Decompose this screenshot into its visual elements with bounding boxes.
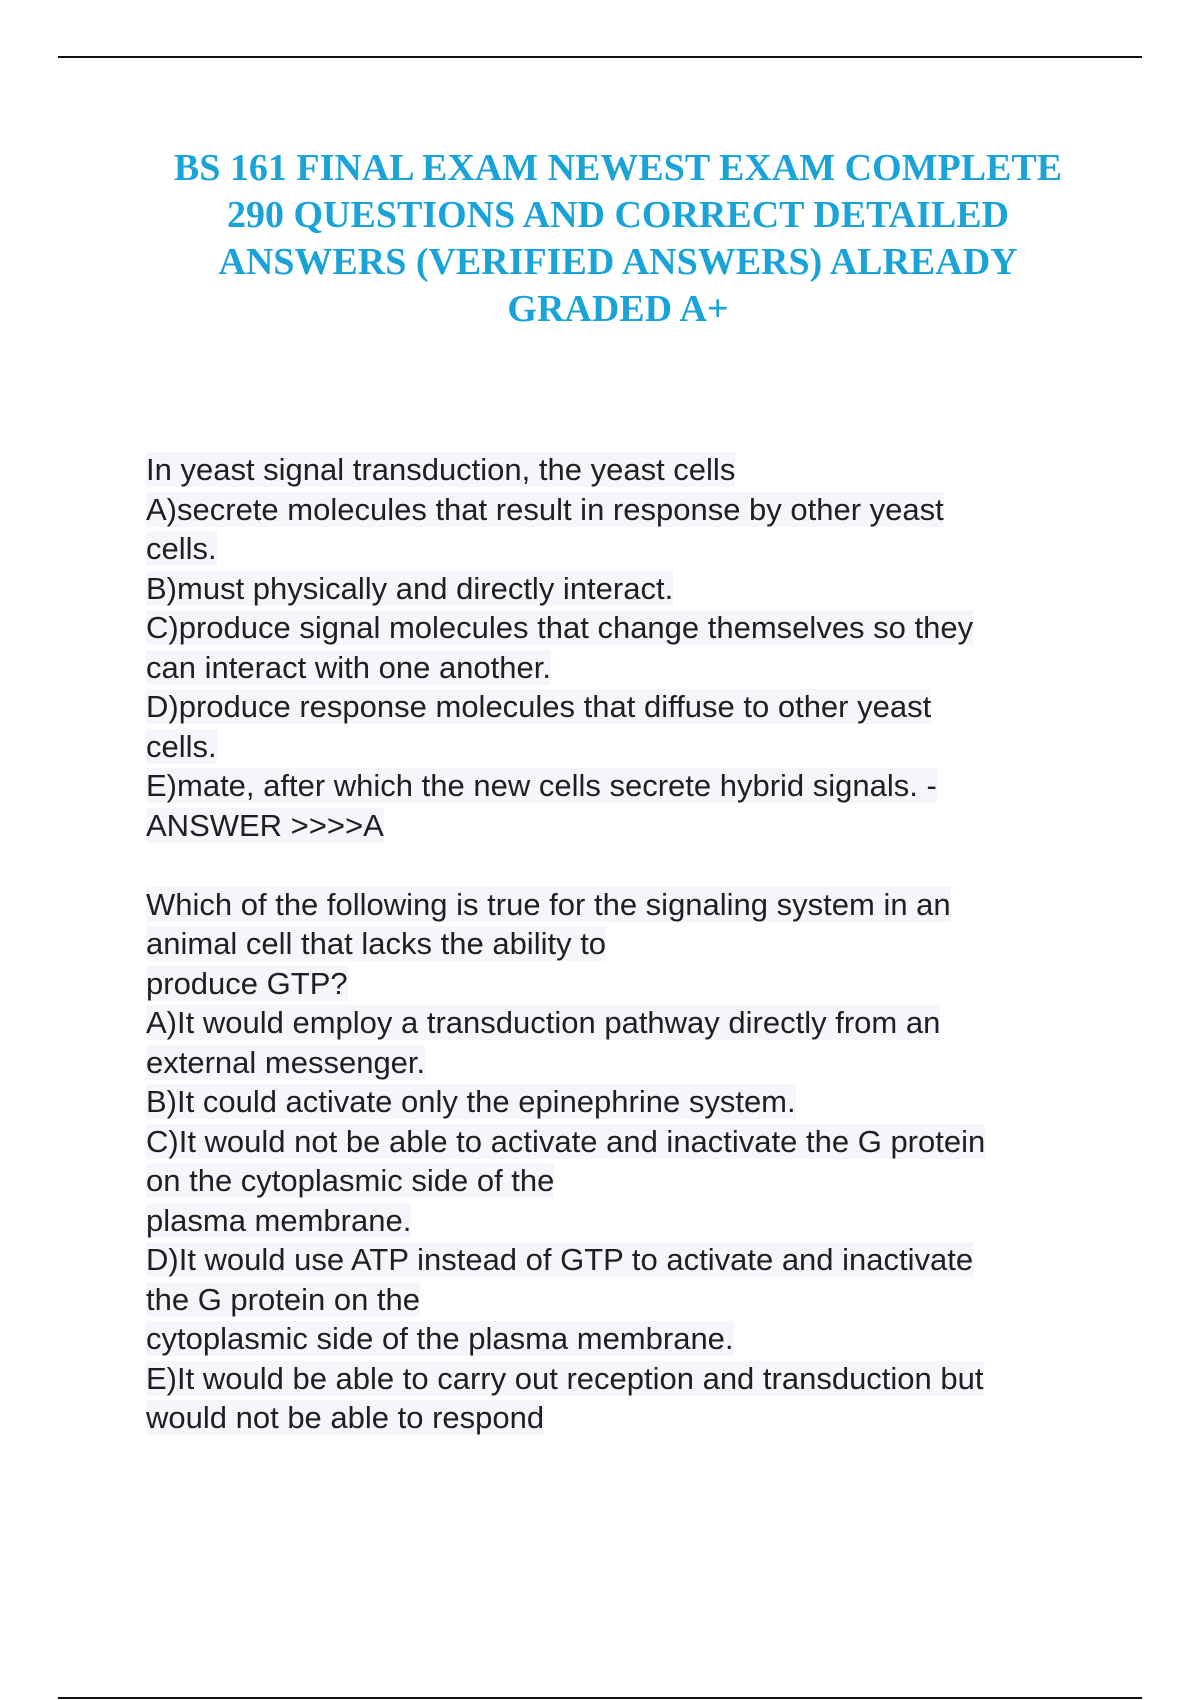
answer-option-line: C)produce signal molecules that change themselves so they	[146, 610, 974, 645]
question-text-line: animal cell that lacks the ability to	[146, 926, 607, 961]
answer-option-line: E)mate, after which the new cells secrete hybrid signals. -	[146, 768, 937, 803]
title-line: 290 QUESTIONS AND CORRECT DETAILED	[227, 194, 1009, 236]
question-text-line: In yeast signal transduction, the yeast cells	[146, 452, 736, 487]
answer-option-line: can interact with one another.	[146, 649, 551, 685]
question-block-1	[146, 450, 1086, 845]
answer-key-line: ANSWER >>>>A	[146, 807, 384, 843]
answer-option-line: on the cytoplasmic side of the	[146, 1163, 555, 1198]
answer-option-line: B)It could activate only the epinephrine system.	[146, 1084, 796, 1119]
answer-option-line: cytoplasmic side of the plasma membrane.	[146, 1321, 734, 1356]
answer-option-line: cells.	[146, 728, 217, 764]
answer-option-line: the G protein on the	[146, 1281, 421, 1317]
answer-option-line: external messenger.	[146, 1044, 426, 1080]
answer-option-line: A)secrete molecules that result in response by other yeast	[146, 491, 944, 527]
answer-option-line: D)produce response molecules that diffuse to other yeast	[146, 689, 932, 724]
answer-option-line: plasma membrane.	[146, 1202, 412, 1238]
answer-option-line: B)must physically and directly interact.	[146, 570, 674, 606]
answer-option-line: cells.	[146, 531, 217, 566]
title-line: BS 161 FINAL EXAM NEWEST EXAM COMPLETE	[173, 147, 1063, 189]
answer-option-line: C)It would not be able to activate and inactivate the G protein	[146, 1123, 986, 1159]
answer-option-line: would not be able to respond	[146, 1400, 545, 1435]
header-rule	[58, 56, 1142, 58]
answer-option-line: A)It would employ a transduction pathway directly from an	[146, 1005, 941, 1040]
title-line: ANSWERS (VERIFIED ANSWERS) ALREADY	[218, 241, 1018, 283]
footer-rule	[58, 1697, 1142, 1699]
document-title	[120, 145, 1116, 333]
question-text-line: Which of the following is true for the signaling system in an	[146, 886, 951, 922]
question-spacer	[146, 845, 1086, 885]
document-body	[146, 450, 1086, 1438]
question-text-line: produce GTP?	[146, 965, 348, 1001]
answer-option-line: E)It would be able to carry out reception and transduction but	[146, 1360, 984, 1396]
question-block-2	[146, 885, 1086, 1438]
answer-option-line: D)It would use ATP instead of GTP to activate and inactivate	[146, 1242, 974, 1277]
title-line: GRADED A+	[507, 288, 729, 330]
